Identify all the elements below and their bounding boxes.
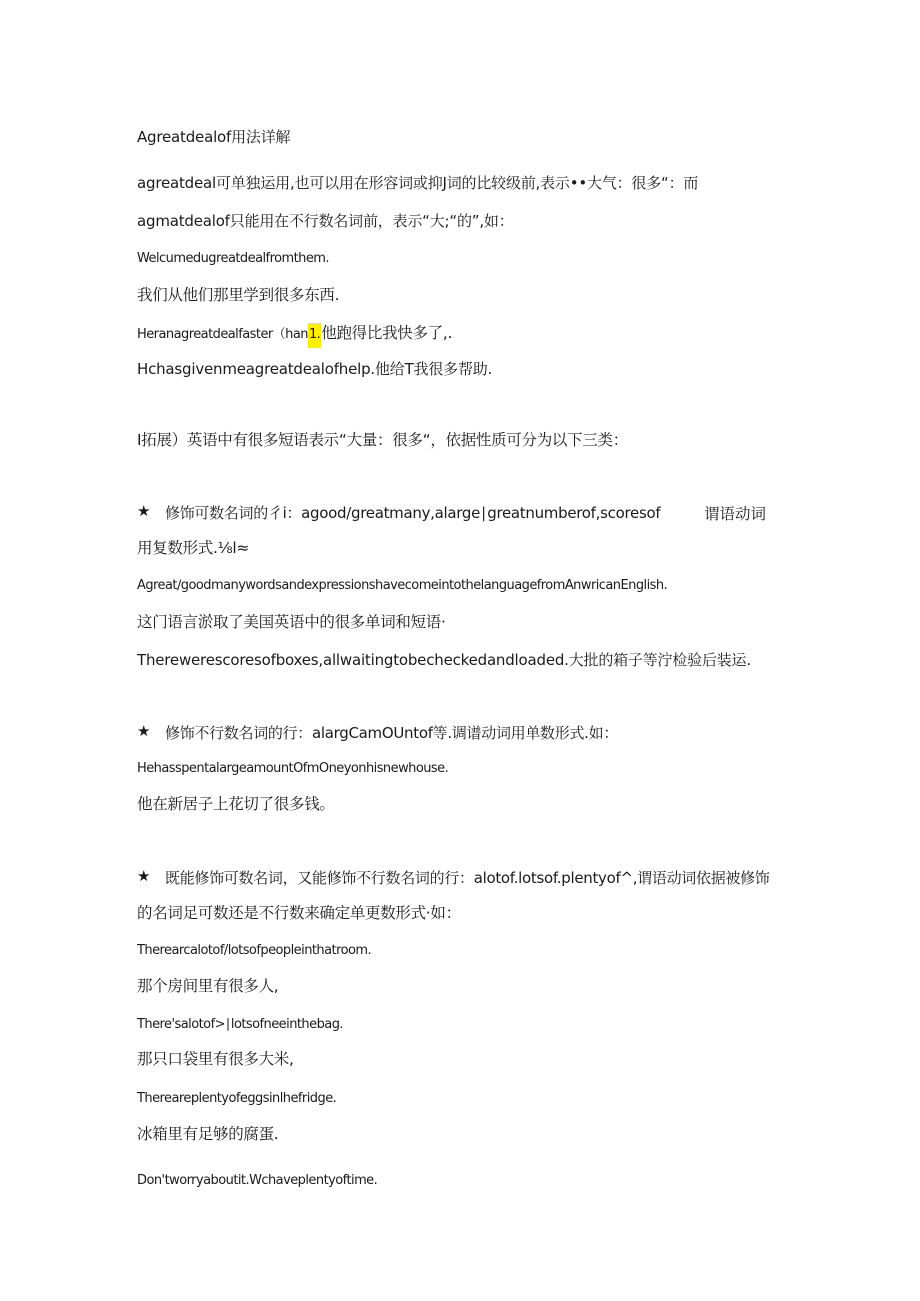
example-2-chinese: 他跑得比我快多了,. <box>321 324 453 342</box>
section-1-example-1-english: Agreat∕goodmanywordsandexpressionshavecomeintothelanguagefromAnwricanEnglish. <box>137 578 668 593</box>
section-1-right-text: 谓语动词 <box>704 505 767 523</box>
intro-line-1: agreatdeal可单独运用,也可以用在形容词或抑J词的比较级前,表示••大气：很多“：而 <box>137 174 699 192</box>
example-3: Hchasgivenmeagreatdealofhelp.他给T我很多帮助. <box>137 360 493 378</box>
section-1-line-2: 用复数形式.⅛l≈ <box>137 539 250 557</box>
example-2 <box>137 324 452 343</box>
section-3-example-1-chinese: 那个房间里有很多人, <box>137 977 279 995</box>
section-3-example-3-english: Thereareplentyofeggsinlhefridge. <box>137 1091 337 1106</box>
section-2-example-1-english: HehasspentalargeamountOfmOneyonhisnewhouse. <box>137 761 449 776</box>
example-1-chinese: 我们从他们那里学到很多东西. <box>137 286 340 304</box>
section-2-star-icon: ★ <box>137 722 151 740</box>
example-2-highlight: 1. <box>308 323 321 348</box>
section-1-text: 修饰可数名词的彳i：agood/greatmany,alarge∣greatnumberof,scoresof <box>165 504 661 522</box>
section-1-star-icon: ★ <box>137 502 151 520</box>
section-2-text: 修饰不行数名词的行：alargCamOUntof等.调谱动词用单数形式.如： <box>165 724 619 742</box>
extension-heading: I拓展）英语中有很多短语表示“大量：很多“，依据性质可分为以下三类： <box>137 431 628 449</box>
section-3-example-2-english: There'salotof>∣lotsofneeinthebag. <box>137 1017 343 1032</box>
section-3-example-4-english: Don'tworryaboutit.Wchaveplentyoftime. <box>137 1173 378 1188</box>
section-2-example-1-chinese: 他在新居子上花切了很多钱。 <box>137 795 335 813</box>
section-3-line-2: 的名词足可数还是不行数来确定单更数形式·如： <box>137 904 461 922</box>
example-2-english: Heranagreatdealfaster（han <box>137 327 308 342</box>
section-3-star-icon: ★ <box>137 867 151 885</box>
document-title: Agreatdealof用法详解 <box>137 128 291 146</box>
section-1-example-2: Therewerescoresofboxes,allwaitingtobecheckedandloaded.大批的箱子等泞检验后装运. <box>137 651 751 669</box>
section-3-example-2-chinese: 那只口袋里有很多大米, <box>137 1050 294 1068</box>
section-3-example-1-english: Therearcalotof/lotsofpeopleinthatroom. <box>137 943 372 958</box>
example-1-english: Welcumedugreatdealfromthem. <box>137 251 329 266</box>
intro-line-2: agmatdealof只能用在不行数名词前，表示“大;“的”,如： <box>137 212 514 230</box>
section-3-text: 既能修饰可数名词，又能修饰不行数名词的行：alotof.lotsof.plentyof^,谓语动词依据被修饰 <box>165 869 770 887</box>
section-1-example-1-chinese: 这门语言淤取了美国英语中的很多单词和短语· <box>137 613 446 631</box>
section-3-example-3-chinese: 冰箱里有足够的腐蛋. <box>137 1125 279 1143</box>
